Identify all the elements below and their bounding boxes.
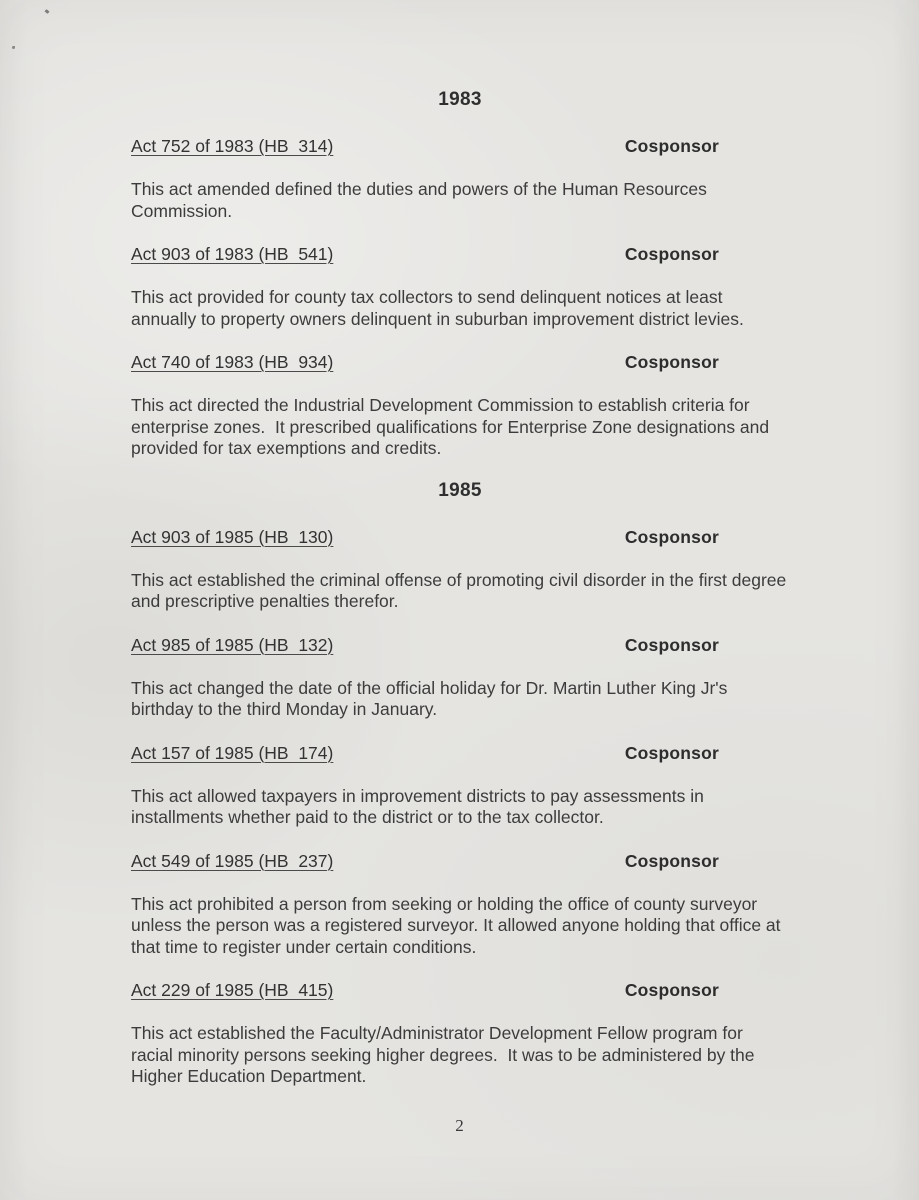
act-heading-row: [131, 635, 789, 656]
act-heading-row: [131, 980, 789, 1001]
act-description: This act directed the Industrial Development Commission to establish criteria for enterprise zones. It prescribed qualifications for Enterprise Zone designations and provided for tax exemptions and credits.: [131, 395, 775, 458]
act-heading-row: [131, 352, 789, 373]
act-entry: [131, 352, 789, 460]
sponsor-role-label: Cosponsor: [624, 850, 719, 871]
sponsor-role-label: Cosponsor: [624, 634, 719, 655]
sponsor-role-label: Cosponsor: [624, 352, 719, 372]
act-title: Act 985 of 1985 (HB 132): [131, 634, 334, 655]
act-entry: [131, 980, 789, 1088]
sponsor-role-label: Cosponsor: [624, 742, 719, 763]
act-title: Act 740 of 1983 (HB 934): [131, 352, 334, 372]
act-description: This act allowed taxpayers in improvement districts to pay assessments in installments whether paid to the district or to the tax collector.: [131, 785, 709, 827]
act-entry: [131, 526, 792, 613]
act-heading-row: [131, 136, 789, 157]
act-title: Act 903 of 1983 (HB 541): [131, 244, 334, 264]
act-description: This act amended defined the duties and powers of the Human Resources Commission.: [131, 179, 712, 221]
year-heading-1983: 1983: [438, 89, 482, 110]
act-title: Act 157 of 1985 (HB 174): [131, 742, 334, 763]
act-description: This act provided for county tax collectors to send delinquent notices at least annually to property owners delinquent in suburban improvement district levies.: [131, 287, 744, 329]
sponsor-role-label: Cosponsor: [624, 244, 719, 264]
scan-speck: [12, 46, 15, 49]
act-description: This act established the Faculty/Administrator Development Fellow program for racial minority persons seeking higher degrees. It was to be administered by the Higher Education Department.: [131, 1023, 760, 1086]
sponsor-role-label: Cosponsor: [624, 980, 719, 1000]
act-entry: [131, 851, 789, 959]
page-content: [131, 0, 792, 1110]
act-title: Act 752 of 1983 (HB 314): [131, 136, 334, 156]
act-title: Act 229 of 1985 (HB 415): [131, 980, 334, 1000]
act-entry: [131, 136, 789, 222]
act-description: This act established the criminal offense of promoting civil disorder in the first degree and prescriptive penalties therefor.: [131, 569, 792, 611]
act-entry: [131, 635, 789, 721]
act-heading-row: [131, 851, 789, 872]
act-heading-row: [131, 527, 789, 548]
act-entry: [131, 743, 789, 829]
act-title: Act 549 of 1985 (HB 237): [131, 850, 334, 871]
year-heading-1985: 1985: [438, 479, 482, 501]
act-title: Act 903 of 1985 (HB 130): [131, 526, 334, 547]
act-heading-row: [131, 743, 789, 764]
page-number: 2: [455, 1116, 464, 1135]
act-description: This act prohibited a person from seeking or holding the office of county surveyor unless the person was a registered surveyor. It allowed anyone holding that office at that time to register under certain conditions.: [131, 893, 786, 957]
act-entry: [131, 244, 789, 330]
act-description: This act changed the date of the official holiday for Dr. Martin Luther King Jr's birthday to the third Monday in January.: [131, 677, 733, 719]
scan-speck: [45, 9, 50, 14]
sponsor-role-label: Cosponsor: [624, 526, 719, 547]
act-heading-row: [131, 244, 789, 265]
page-footer: [0, 1116, 919, 1136]
sponsor-role-label: Cosponsor: [624, 136, 719, 156]
